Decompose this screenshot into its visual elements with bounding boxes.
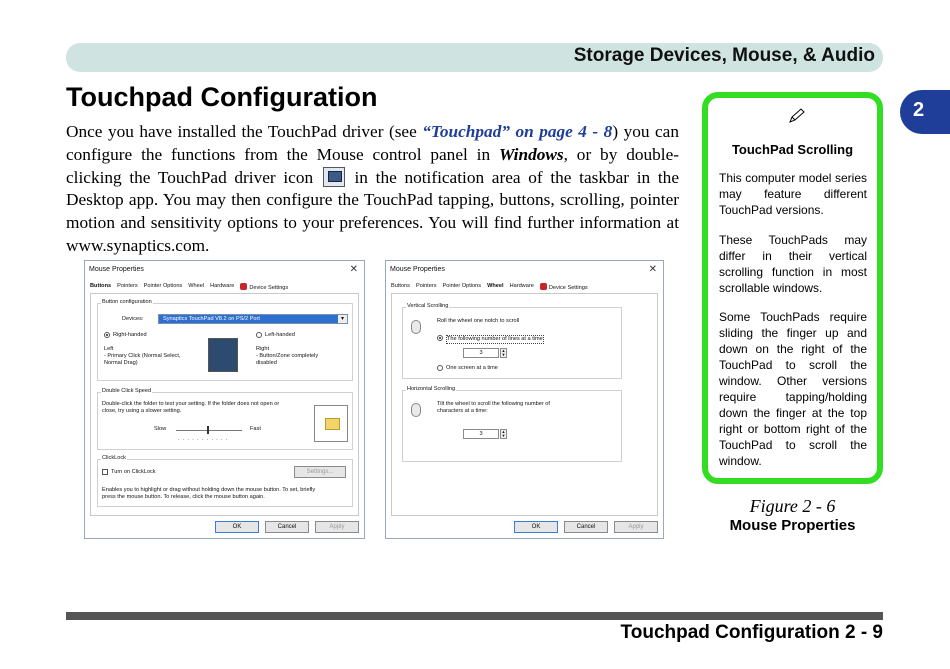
clicklock-text1: Enables you to highlight or drag without holding down the mouse button. To set, briefly: [102, 487, 316, 493]
right-handed-label: Right-handed: [113, 332, 147, 338]
body-text-part3: , or by double-clicking the TouchPad driver icon: [66, 144, 679, 187]
lines-at-a-time-radio[interactable]: [437, 335, 443, 341]
mouse-wheel-icon: [411, 320, 421, 334]
note-paragraph-3: Some TouchPads require sliding the finger up and down on the right of the TouchPad to scroll the window. Other versions require tapping/holding down the finger at the top right or bottom right of the TouchPad to scroll the window.: [719, 310, 867, 468]
lines-at-a-time-label: The following number of lines at a time: [447, 336, 543, 342]
one-screen-radio[interactable]: [437, 365, 443, 371]
body-paragraph: [66, 121, 679, 258]
devices-select-value: Synaptics TouchPad V8.2 on PS/2 Port: [159, 315, 340, 323]
windows-term: Windows: [498, 144, 564, 164]
fast-label: Fast: [250, 426, 261, 432]
right-handed-radio[interactable]: [104, 332, 110, 338]
chevron-down-icon: ▾: [338, 315, 347, 323]
tab-device-settings[interactable]: [540, 283, 588, 291]
figure-number: Figure 2 - 6: [749, 496, 836, 516]
tab-buttons[interactable]: Buttons: [391, 283, 410, 289]
tab-strip: [90, 283, 288, 291]
clicklock-text2: press the mouse button. To release, click the mouse button again.: [102, 494, 265, 500]
double-click-text2: close, try using a slower setting.: [102, 408, 182, 414]
speed-slider-track: [176, 430, 242, 431]
tab-hardware[interactable]: Hardware: [210, 283, 235, 289]
tilt-wheel-text1: Tilt the wheel to scroll the following number of: [437, 401, 550, 407]
double-click-speed-group: [97, 388, 353, 450]
right-button-desc: - Button/Zone completely: [256, 353, 319, 359]
clicklock-group: [97, 455, 353, 507]
left-button-desc2: Normal Drag): [104, 360, 138, 366]
tab-pointer-options[interactable]: Pointer Options: [442, 283, 482, 289]
tab-pointer-options[interactable]: Pointer Options: [143, 283, 183, 289]
right-button-desc2: disabled: [256, 360, 277, 366]
body-text-part2: ) you can configure the functions from the Mouse control panel in: [66, 122, 679, 164]
roll-wheel-text: Roll the wheel one notch to scroll: [437, 318, 520, 324]
double-click-text1: Double-click the folder to test your setting. If the folder does not open or: [102, 401, 280, 407]
tab-wheel[interactable]: Wheel: [487, 283, 504, 289]
test-folder-box[interactable]: [314, 405, 348, 442]
clicklock-checkbox[interactable]: [102, 469, 108, 475]
tab-buttons[interactable]: Buttons: [90, 283, 112, 289]
tab-pointers[interactable]: Pointers: [117, 283, 138, 289]
apply-button[interactable]: Apply: [315, 521, 359, 533]
chapter-number: 2: [913, 99, 925, 121]
tilt-wheel-text2: characters at a time:: [437, 408, 488, 414]
group-label: ClickLock: [102, 455, 126, 461]
footer-rule: [66, 612, 883, 620]
devices-select[interactable]: [158, 314, 348, 324]
page-title: Touchpad Configuration: [66, 82, 378, 112]
pen-icon: [788, 108, 806, 124]
horizontal-scrolling-group: [402, 386, 622, 462]
mouse-properties-dialog-buttons: [84, 260, 365, 539]
lines-spin-input[interactable]: [463, 348, 499, 358]
ok-button[interactable]: OK: [514, 521, 558, 533]
right-button-title: Right: [256, 346, 270, 352]
tab-panel: [391, 293, 658, 516]
touchpad-driver-icon: [323, 167, 345, 187]
note-paragraph-1: This computer model series may feature different TouchPad versions.: [719, 171, 867, 217]
mouse-properties-dialog-wheel: [385, 260, 664, 539]
figure-caption: [702, 496, 883, 534]
speed-ticks: . . . . . . . . . . .: [178, 436, 229, 442]
vertical-scrolling-group: [402, 303, 622, 379]
note-title: TouchPad Scrolling: [731, 142, 854, 157]
devices-label: Devices:: [122, 316, 144, 322]
left-button-desc: - Primary Click (Normal Select,: [104, 353, 181, 359]
tab-wheel[interactable]: Wheel: [188, 283, 205, 289]
close-icon[interactable]: ✕: [648, 264, 657, 275]
note-paragraph-2: These TouchPads may differ in their vertical scrolling function in most scrollable windows.: [719, 233, 867, 295]
touchpad-reference-link[interactable]: “Touchpad” on page 4 - 8: [422, 122, 613, 141]
group-label: Button configuration: [102, 299, 152, 305]
touchpad-scrolling-note: [702, 92, 883, 484]
tab-device-settings-label: Device Settings: [548, 285, 588, 291]
clicklock-checkbox-label: Turn on ClickLock: [111, 469, 156, 475]
slow-label: Slow: [154, 426, 167, 432]
lines-spin-value: 3: [479, 350, 483, 356]
header-title: Storage Devices, Mouse, & Audio: [573, 45, 875, 66]
body-text-part4: in the notification area of the taskbar in the Desktop app. You may then configure the TouchPad tapping, buttons, scrolling, pointer motion and sensitivity options to your preferences. You will find further information at www.synaptics.com.: [66, 167, 679, 255]
device-settings-icon: [540, 283, 547, 290]
left-handed-radio[interactable]: [256, 332, 262, 338]
speed-slider-thumb[interactable]: [207, 426, 209, 434]
footer-text: Touchpad Configuration 2 - 9: [620, 622, 883, 643]
header-bar: [66, 43, 883, 72]
mouse-tilt-icon: [411, 403, 421, 417]
group-label: Horizontal Scrolling: [407, 386, 456, 392]
touchpad-image: [208, 338, 238, 372]
clicklock-settings-button[interactable]: Settings...: [294, 466, 346, 478]
tab-panel: [90, 293, 359, 516]
chars-spin-value: 3: [479, 431, 483, 437]
left-button-title: Left: [104, 346, 114, 352]
tab-device-settings-label: Device Settings: [249, 285, 289, 291]
dialog-title: Mouse Properties: [89, 266, 144, 273]
chapter-tab: [900, 90, 950, 134]
chars-spinner-arrows[interactable]: ▲ ▼: [501, 429, 506, 438]
cancel-button[interactable]: Cancel: [265, 521, 309, 533]
one-screen-label: One screen at a time: [446, 365, 498, 371]
group-label: Vertical Scrolling: [407, 303, 449, 309]
tab-device-settings[interactable]: [240, 283, 288, 291]
figure-name: Mouse Properties: [729, 517, 856, 534]
device-settings-icon: [240, 283, 247, 290]
ok-button[interactable]: OK: [215, 521, 259, 533]
dialog-title: Mouse Properties: [390, 266, 445, 273]
group-label: Double Click Speed: [102, 388, 152, 394]
left-handed-label: Left-handed: [265, 332, 295, 338]
folder-icon: [325, 418, 340, 430]
lines-spinner-arrows[interactable]: ▲ ▼: [501, 348, 506, 357]
body-text-part1: Once you have installed the TouchPad driver (see: [66, 122, 423, 141]
chars-spin-input[interactable]: [463, 429, 499, 439]
button-configuration-group: [97, 299, 353, 381]
tab-strip: [391, 283, 588, 291]
tab-pointers[interactable]: Pointers: [415, 283, 437, 289]
close-icon[interactable]: ✕: [349, 264, 358, 275]
apply-button[interactable]: Apply: [614, 521, 658, 533]
tab-hardware[interactable]: Hardware: [509, 283, 534, 289]
cancel-button[interactable]: Cancel: [564, 521, 608, 533]
